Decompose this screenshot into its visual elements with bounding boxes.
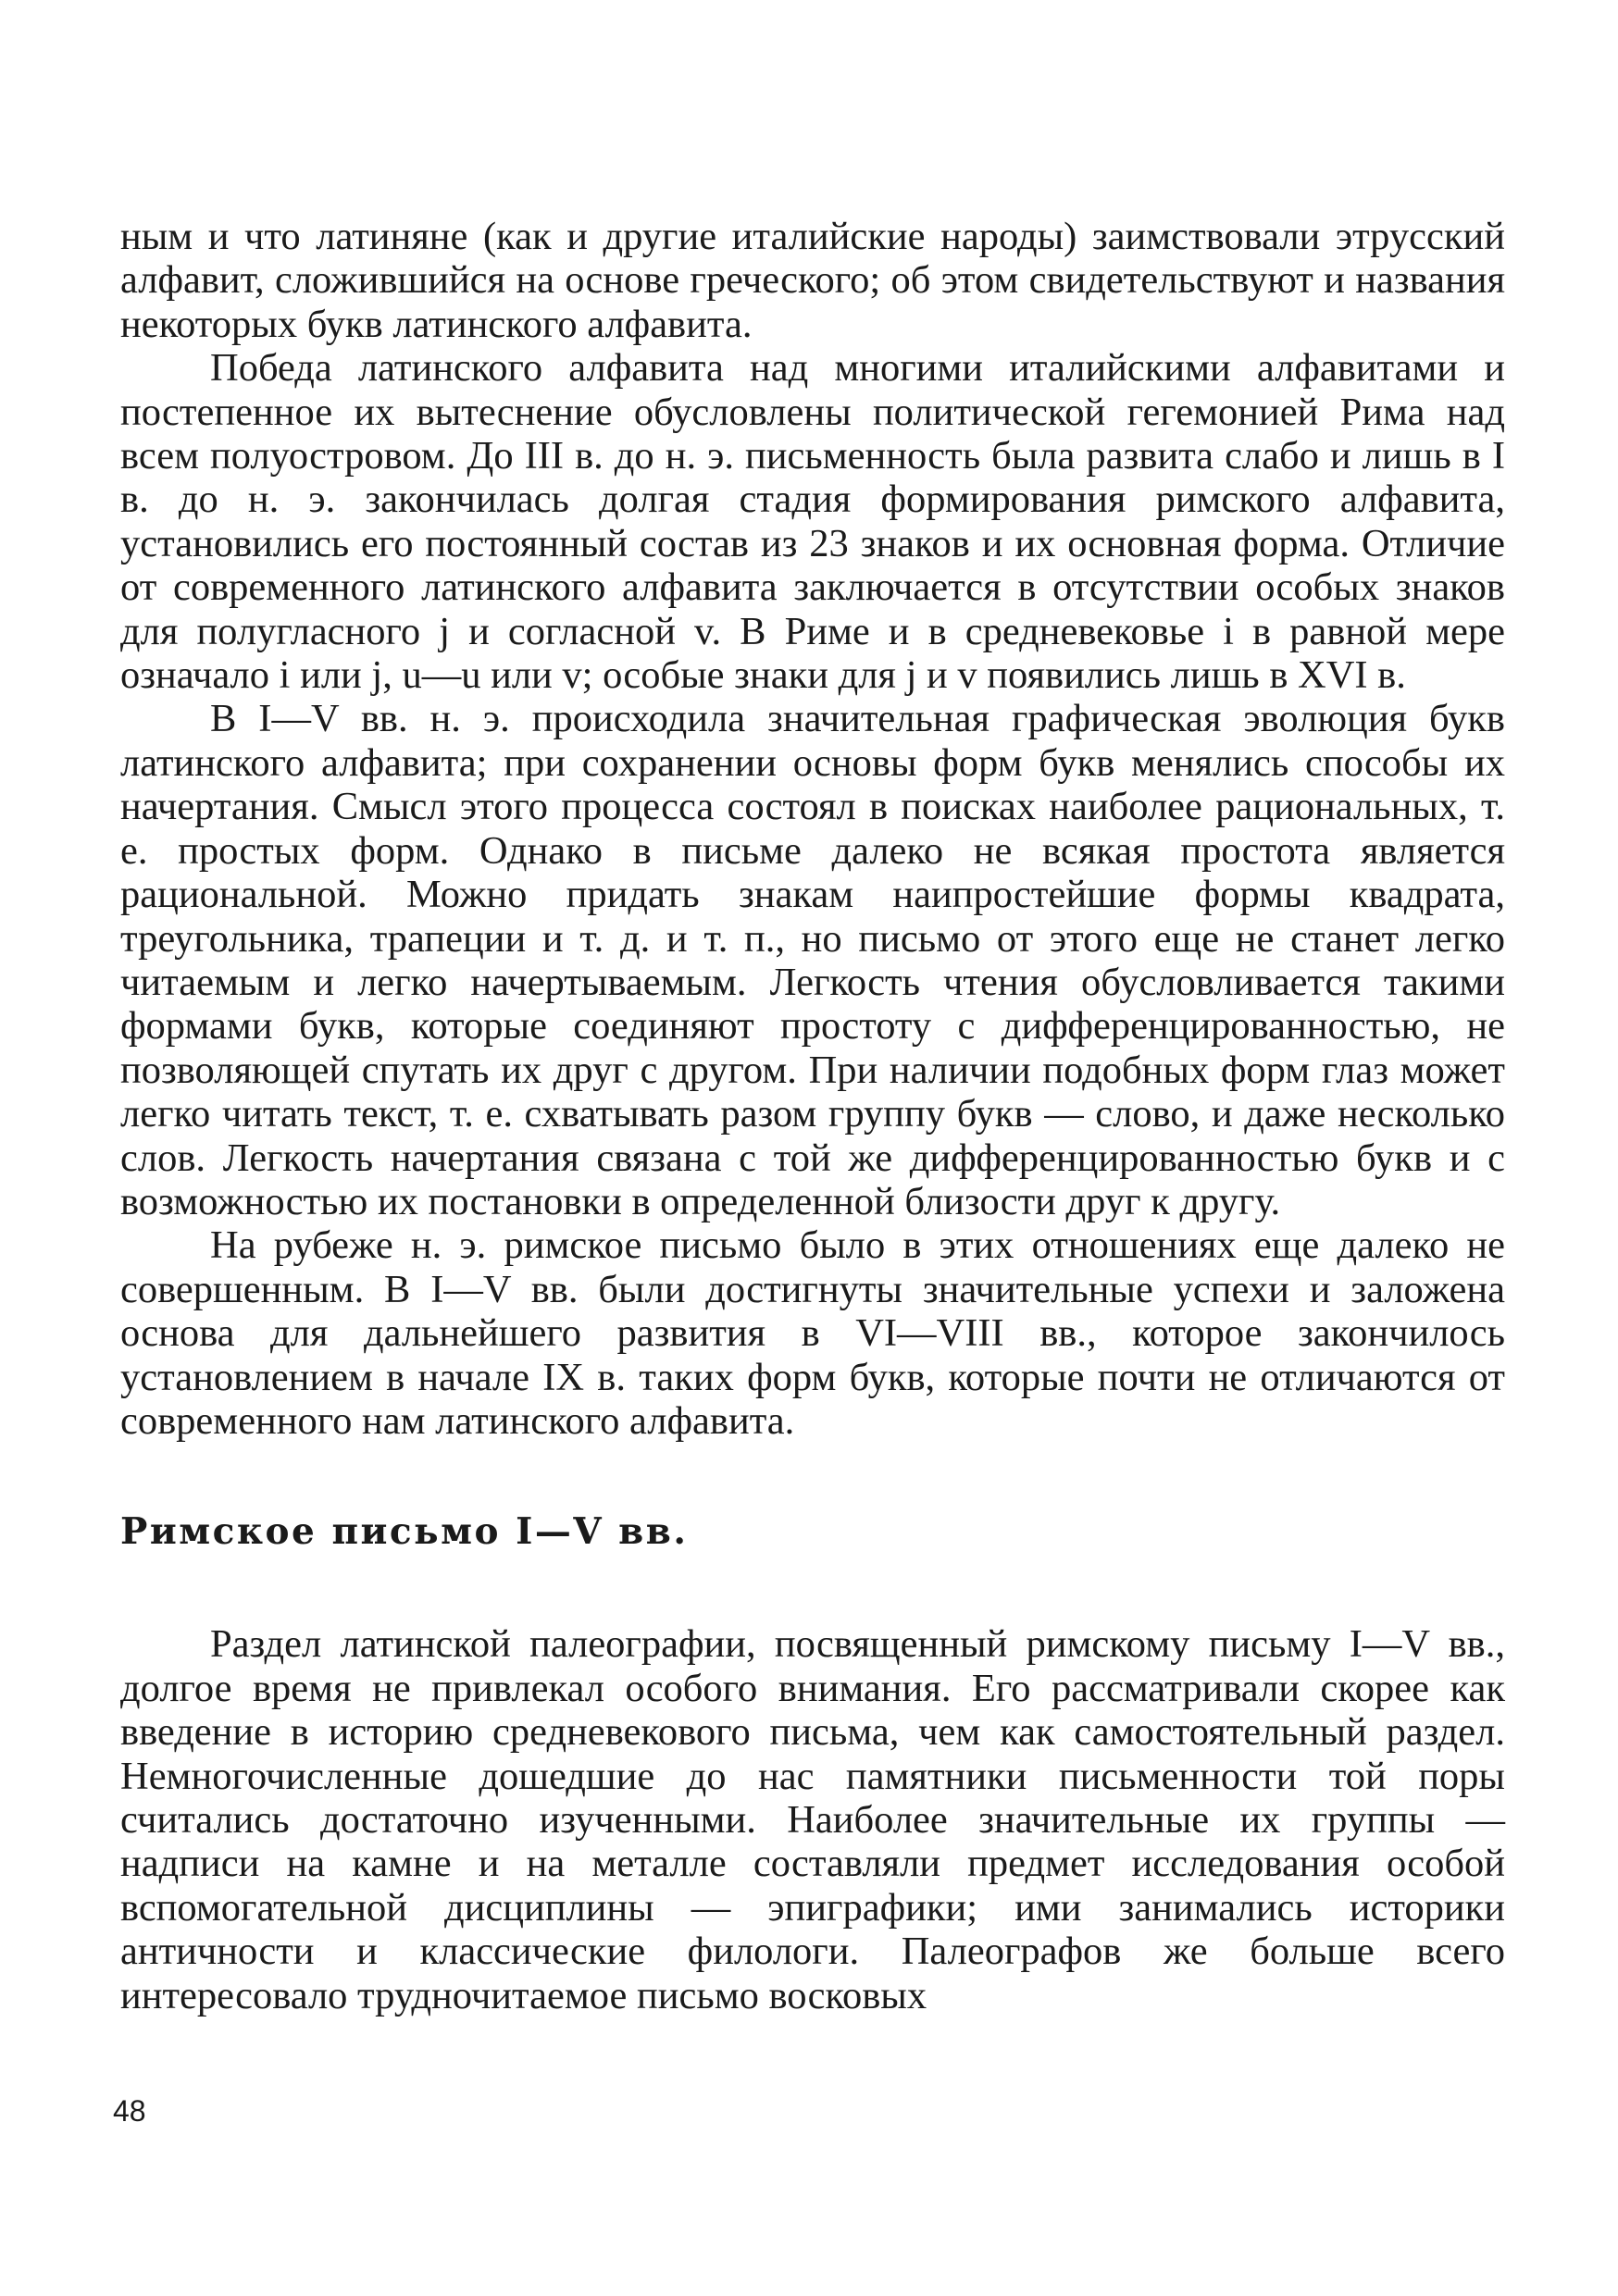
paragraph-3: В I—V вв. н. э. происходила значительная графическая эволюция букв латинского алфавита; при сохранении основы форм букв менялись способы их начертания. Смысл этого процесса состоял в поисках наиболее рациональных, т. е. простых форм. Однако в письме далеко не всякая простота является рациональной. Можно придать знакам наипростейшие формы квадрата, треугольника, трапеции и т. д. и т. п., но письмо от этого еще не станет легко читаемым и легко начертываемым. Легкость чтения обусловливается такими формами букв, которые соединяют простоту с дифференцированностью, не позволяющей спутать их друг с другом. При наличии подобных форм глаз может легко читать текст, т. е. схватывать разом группу букв — слово, и даже несколько слов. Легкость начертания связана с той же дифференцированностью букв и с возможностью их постановки в определенной близости друг к другу. (120, 697, 1505, 1223)
section-heading: Римское письмо I—V вв. (120, 1510, 689, 1554)
paragraph-4: На рубеже н. э. римское письмо было в этих отношениях еще далеко не совершенным. В I—V вв. были достигнуты значительные успехи и заложена основа для дальнейшего развития в VI—VIII вв., которое закончилось установлением в начале IX в. таких форм букв, которые почти не отличаются от современного нам латинского алфавита. (120, 1223, 1505, 1443)
paragraph-2: Победа латинского алфавита над многими италийскими алфавитами и постепенное их вытеснение обусловлены политической гегемонией Рима над всем полуостровом. До III в. до н. э. письменность была развита слабо и лишь в I в. до н. э. закончилась долгая стадия формирования римского алфавита, установились его постоянный состав из 23 знаков и их основная форма. Отличие от современного латинского алфавита заключается в отсутствии особых знаков для полугласного j и согласной v. В Риме и в средневековье i в равной мере означало i или j, u—u или v; особые знаки для j и v появились лишь в XVI в. (120, 346, 1505, 698)
page-body (120, 215, 1505, 2017)
paragraph-5: Раздел латинской палеографии, посвященный римскому письму I—V вв., долгое время не привлекал особого внимания. Его рассматривали скорее как введение в историю средневекового письма, чем как самостоятельный раздел. Немногочисленные дошедшие до нас памятники письменности той поры считались достаточно изученными. Наиболее значительные их группы — надписи на камне и на металле составляли предмет исследования особой вспомогательной дисциплины — эпиграфики; ими занимались историки античности и классические филологи. Палеографов же больше всего интересовало трудночитаемое письмо восковых (120, 1622, 1505, 2017)
page-number: 48 (113, 2094, 146, 2128)
paragraph-1: ным и что латиняне (как и другие италийские народы) заимствовали этрусский алфавит, сложившийся на основе греческого; об этом свидетельствуют и названия некоторых букв латинского алфавита. (120, 215, 1505, 346)
